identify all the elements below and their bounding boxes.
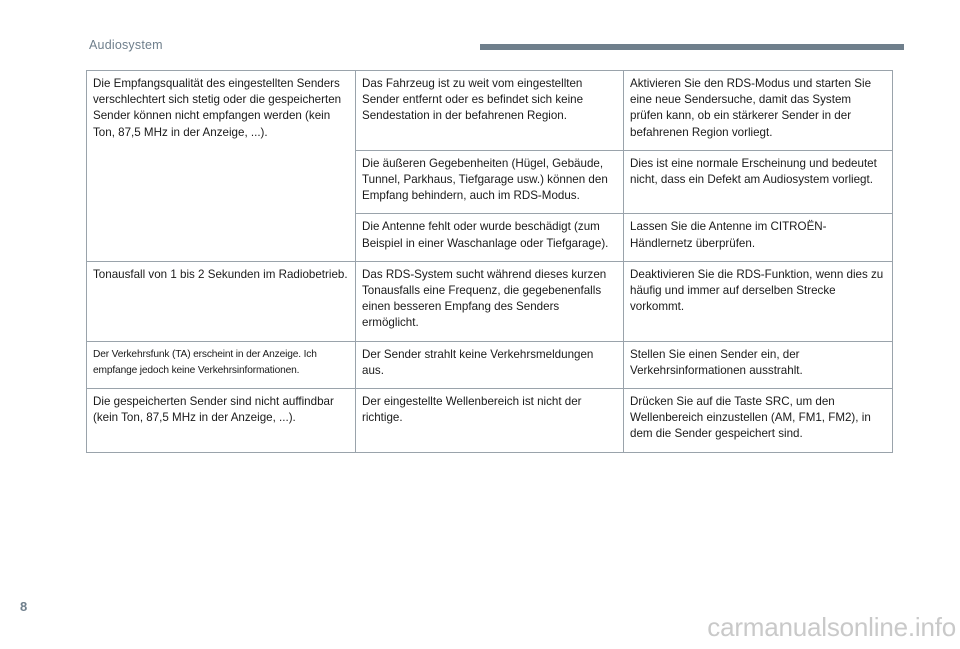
solution-cell: Deaktivieren Sie die RDS-Funktion, wenn dies zu häufig und immer auf derselben Strecke vorkommt. [624, 261, 893, 341]
solution-cell: Drücken Sie auf die Taste SRC, um den Wellenbereich einzustellen (AM, FM1, FM2), in dem die Sender gespeichert sind. [624, 389, 893, 453]
table-row [87, 71, 893, 151]
cause-cell: Der eingestellte Wellenbereich ist nicht der richtige. [356, 389, 624, 453]
cause-cell: Der Sender strahlt keine Verkehrsmeldungen aus. [356, 341, 624, 388]
solution-cell: Stellen Sie einen Sender ein, der Verkehrsinformationen ausstrahlt. [624, 341, 893, 388]
cause-cell: Das Fahrzeug ist zu weit vom eingestellten Sender entfernt oder es befindet sich keine Sendestation in der befahrenen Region. [356, 71, 624, 151]
solution-cell: Aktivieren Sie den RDS-Modus und starten Sie eine neue Sendersuche, damit das System prüfen kann, ob ein stärkerer Sender in der befahrenen Region vorliegt. [624, 71, 893, 151]
watermark: carmanualsonline.info [707, 612, 956, 642]
solution-cell: Dies ist eine normale Erscheinung und bedeutet nicht, dass ein Defekt am Audiosystem vorliegt. [624, 150, 893, 214]
cause-cell: Die äußeren Gegebenheiten (Hügel, Gebäude, Tunnel, Parkhaus, Tiefgarage usw.) können den Empfang behindern, auch im RDS-Modus. [356, 150, 624, 214]
problem-cell: Tonausfall von 1 bis 2 Sekunden im Radiobetrieb. [87, 261, 356, 341]
cause-cell: Die Antenne fehlt oder wurde beschädigt (zum Beispiel in einer Waschanlage oder Tiefgarage). [356, 214, 624, 261]
table-row [87, 261, 893, 341]
solution-cell: Lassen Sie die Antenne im CITROËN-Händlernetz überprüfen. [624, 214, 893, 261]
problem-cell: Der Verkehrsfunk (TA) erscheint in der Anzeige. Ich empfange jedoch keine Verkehrsinformationen. [87, 341, 356, 388]
cause-cell: Das RDS-System sucht während dieses kurzen Tonausfalls eine Frequenz, die gegebenenfalls einen besseren Empfang des Senders ermöglicht. [356, 261, 624, 341]
page-number: 8 [20, 599, 28, 614]
section-title: Audiosystem [89, 38, 163, 52]
table-row [87, 341, 893, 388]
header-bar [480, 44, 904, 50]
troubleshooting-table [86, 70, 893, 453]
problem-cell: Die Empfangsqualität des eingestellten Senders verschlechtert sich stetig oder die gespeicherten Sender können nicht empfangen werden (kein Ton, 87,5 MHz in der Anzeige, ...). [87, 71, 356, 262]
problem-cell: Die gespeicherten Sender sind nicht auffindbar (kein Ton, 87,5 MHz in der Anzeige, ...). [87, 389, 356, 453]
table-row [87, 389, 893, 453]
